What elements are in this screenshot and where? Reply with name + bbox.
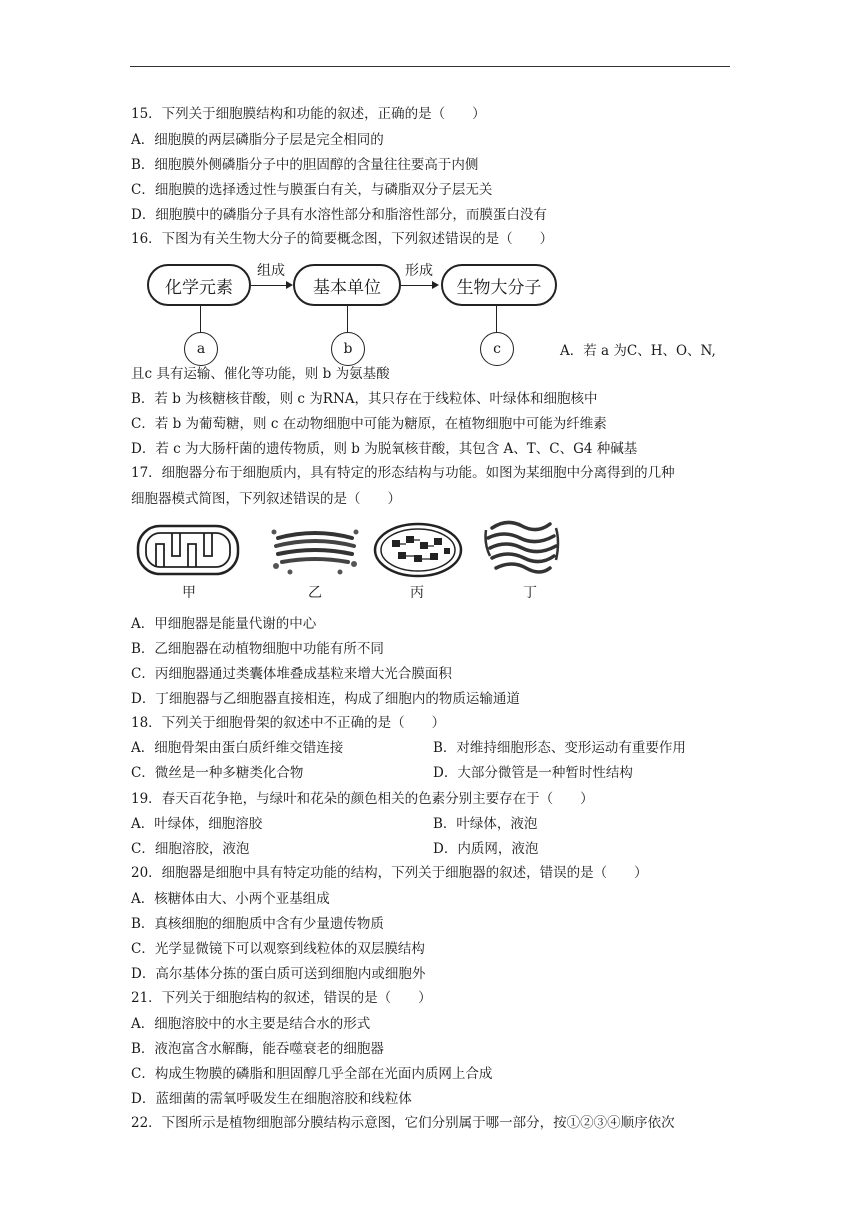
arrow-form: [401, 285, 437, 286]
question-17-option-b: B．乙细胞器在动植物细胞中功能有所不同: [131, 641, 384, 657]
question-22-stem: 22．下图所示是植物细胞部分膜结构示意图，它们分别属于哪一部分，按①②③④顺序依次: [131, 1115, 675, 1131]
header-rule: [130, 66, 730, 67]
question-20-stem: 20．细胞器是细胞中具有特定功能的结构，下列关于细胞器的叙述，错误的是（ ）: [131, 865, 648, 881]
node-a: a: [184, 332, 218, 366]
concept-box-macromolecule: 生物大分子: [441, 264, 557, 306]
question-15-option-a: A．细胞膜的两层磷脂分子层是完全相同的: [131, 132, 384, 148]
label-ding: 丁: [523, 585, 537, 601]
concept-map-diagram: [145, 258, 565, 366]
golgi-apparatus-image: [270, 524, 360, 578]
question-21-option-c: C．构成生物膜的磷脂和胆固醇几乎全部在光面内质网上合成: [131, 1066, 493, 1082]
question-19-option-c: C．细胞溶胶，液泡: [131, 841, 250, 857]
question-19-option-b: B．叶绿体，液泡: [433, 816, 538, 832]
question-21-option-a: A．细胞溶胶中的水主要是结合水的形式: [131, 1016, 371, 1032]
concept-box-elements: 化学元素: [147, 264, 251, 306]
question-17-option-c: C．丙细胞器通过类囊体堆叠成基粒来增大光合膜面积: [131, 666, 452, 682]
question-21-option-b: B．液泡富含水解酶，能吞噬衰老的细胞器: [131, 1041, 384, 1057]
question-20-option-a: A．核糖体由大、小两个亚基组成: [131, 891, 330, 907]
question-15-option-d: D．细胞膜中的磷脂分子具有水溶性部分和脂溶性部分，而膜蛋白没有: [131, 207, 547, 223]
question-16-option-a-part1: A．若 a 为C、H、O、N,: [560, 343, 716, 359]
question-15-option-c: C．细胞膜的选择透过性与膜蛋白有关，与磷脂双分子层无关: [131, 182, 493, 198]
mitochondrion-image: [136, 520, 240, 580]
question-18-stem: 18．下列关于细胞骨架的叙述中不正确的是（ ）: [131, 715, 446, 731]
question-18-option-d: D．大部分微管是一种暂时性结构: [433, 765, 633, 781]
question-16-option-a-part2: 且c 具有运输、催化等功能，则 b 为氨基酸: [131, 366, 390, 382]
question-18-option-b: B．对维持细胞形态、变形运动有重要作用: [433, 740, 686, 756]
question-17-stem-line1: 17．细胞器分布于细胞质内，具有特定的形态结构与功能。如图为某细胞中分离得到的几种: [131, 465, 675, 481]
stem-a: [200, 304, 201, 334]
question-16-option-c: C．若 b 为葡萄糖，则 c 在动物细胞中可能为糖原，在植物细胞中可能为纤维素: [131, 416, 607, 432]
arrow-compose: [251, 285, 291, 286]
question-15-option-b: B．细胞膜外侧磷脂分子中的胆固醇的含量往往要高于内侧: [131, 157, 479, 173]
arrow-label-form: 形成: [405, 263, 433, 279]
endoplasmic-reticulum-image: [482, 516, 562, 580]
question-21-option-d: D．蓝细菌的需氧呼吸发生在细胞溶胶和线粒体: [131, 1091, 412, 1107]
question-17-option-a: A．甲细胞器是能量代谢的中心: [131, 616, 317, 632]
question-18-option-c: C．微丝是一种多糖类化合物: [131, 765, 304, 781]
question-19-stem: 19．春天百花争艳，与绿叶和花朵的颜色相关的色素分别主要存在于（ ）: [131, 791, 594, 807]
arrow-label-compose: 组成: [257, 263, 285, 279]
node-c: c: [480, 332, 514, 366]
stem-b: [347, 304, 348, 334]
question-19-option-d: D．内质网，液泡: [433, 841, 539, 857]
question-19-option-a: A．叶绿体，细胞溶胶: [131, 816, 263, 832]
question-17-option-d: D．丁细胞器与乙细胞器直接相连，构成了细胞内的物质运输通道: [131, 691, 520, 707]
node-b: b: [331, 332, 365, 366]
question-16-option-b: B．若 b 为核糖核苷酸，则 c 为RNA，其只存在于线粒体、叶绿体和细胞核中: [131, 391, 598, 407]
stem-c: [496, 304, 497, 334]
question-20-option-b: B．真核细胞的细胞质中含有少量遗传物质: [131, 916, 384, 932]
label-jia: 甲: [182, 585, 196, 601]
question-18-option-a: A．细胞骨架由蛋白质纤维交错连接: [131, 740, 344, 756]
label-bing: 丙: [410, 585, 424, 601]
question-20-option-d: D．高尔基体分拣的蛋白质可送到细胞内或细胞外: [131, 966, 426, 982]
question-17-stem-line2: 细胞器模式简图，下列叙述错误的是（ ）: [131, 491, 401, 507]
concept-box-units: 基本单位: [293, 264, 401, 306]
question-20-option-c: C．光学显微镜下可以观察到线粒体的双层膜结构: [131, 941, 425, 957]
organelle-figure: [130, 512, 570, 604]
question-15-stem: 15．下列关于细胞膜结构和功能的叙述，正确的是（ ）: [131, 106, 486, 122]
question-16-option-d: D．若 c 为大肠杆菌的遗传物质，则 b 为脱氧核苷酸，其包含 A、T、C、G4 种碱基: [131, 441, 638, 457]
chloroplast-image: [372, 520, 464, 580]
label-yi: 乙: [308, 585, 322, 601]
question-21-stem: 21．下列关于细胞结构的叙述，错误的是（ ）: [131, 990, 432, 1006]
question-16-stem: 16．下图为有关生物大分子的简要概念图，下列叙述错误的是（ ）: [131, 231, 554, 247]
